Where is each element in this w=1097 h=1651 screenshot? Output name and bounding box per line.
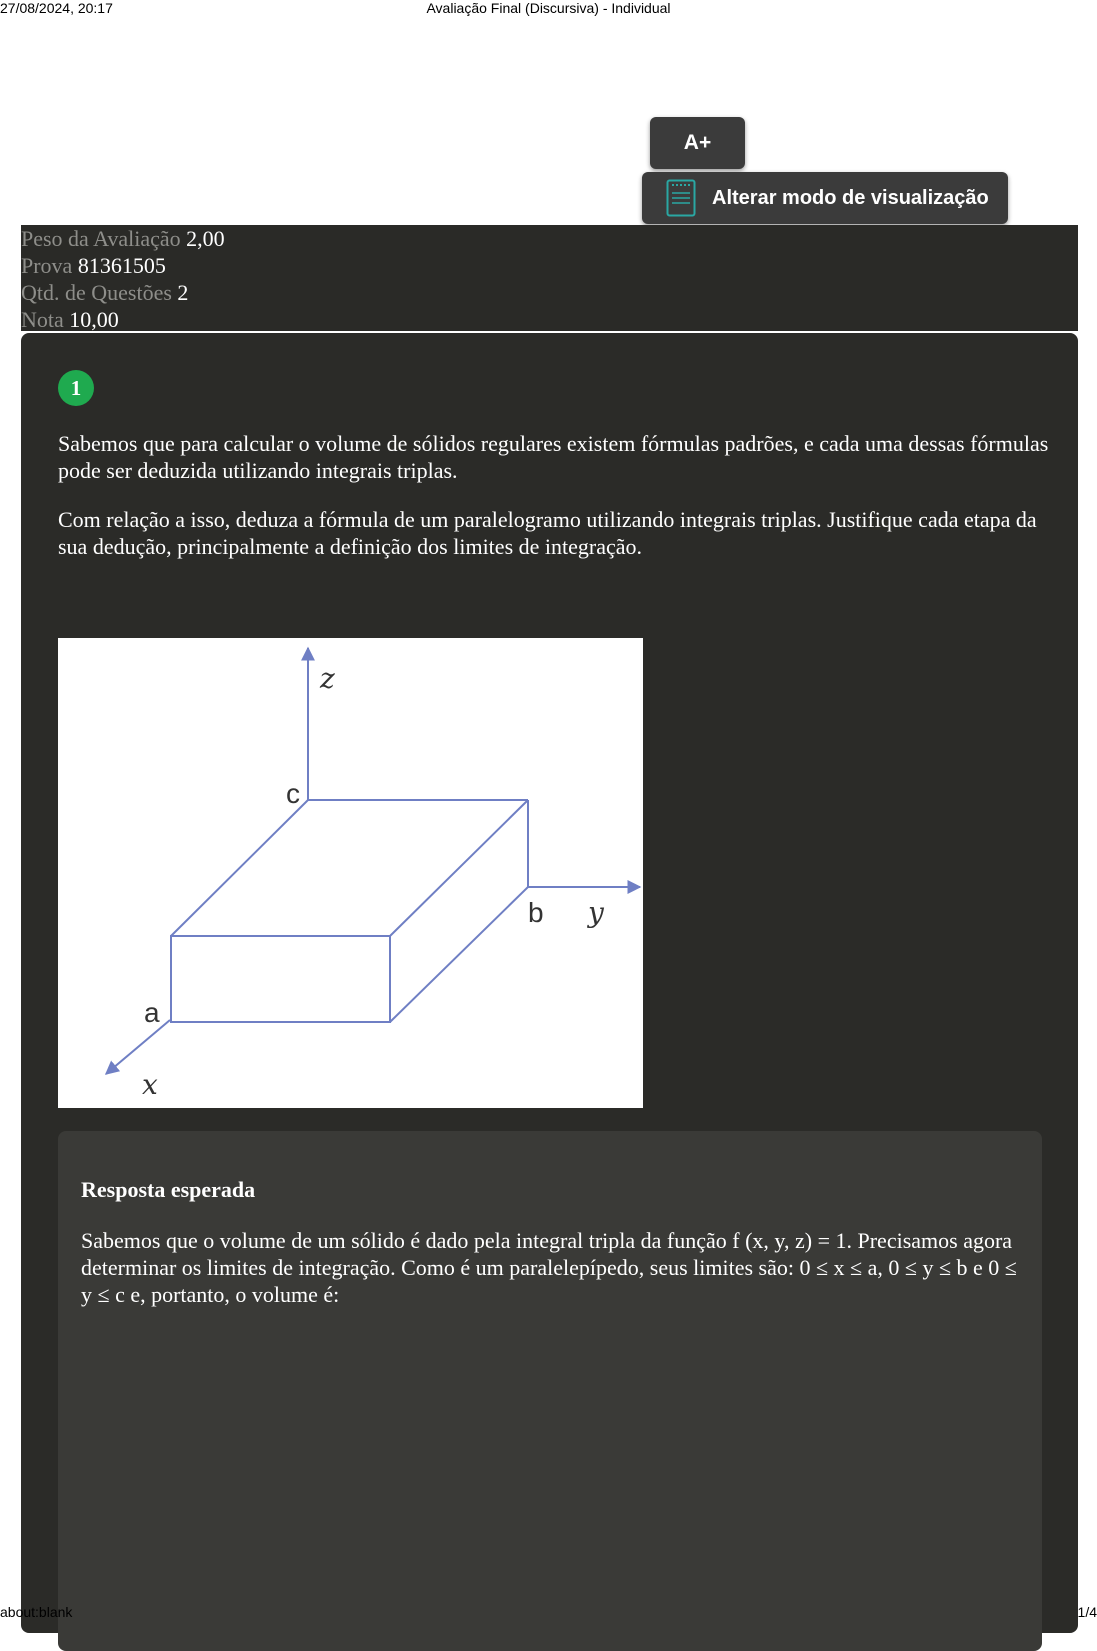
x-axis-label: x: [142, 1068, 158, 1101]
print-header: [0, 0, 1097, 16]
print-url: about:blank: [0, 1604, 73, 1620]
question-count-label: Qtd. de Questões: [21, 280, 172, 305]
exam-id-row: [21, 252, 1078, 279]
question-paragraph-1: Sabemos que para calcular o volume de sólidos regulares existem fórmulas padrões, e cada uma dessas fórmulas pode ser deduzida utilizando integrais triplas.: [58, 431, 1049, 483]
grade-label: Nota: [21, 307, 64, 332]
print-datetime: 27/08/2024, 20:17: [0, 0, 113, 16]
question-text: [58, 430, 1068, 582]
parallelepiped-figure: [58, 638, 643, 1108]
c-label: c: [286, 778, 300, 809]
question-count-value: 2: [177, 280, 189, 305]
expected-answer-panel: [58, 1131, 1042, 1651]
exam-weight-label: Peso da Avaliação: [21, 226, 181, 251]
document-icon: [666, 179, 696, 217]
question-count-row: [21, 279, 1078, 306]
exam-id-label: Prova: [21, 253, 73, 278]
exam-id-value: 81361505: [77, 253, 166, 278]
print-footer: [0, 1604, 1097, 1620]
question-number-badge: 1: [58, 370, 94, 406]
print-title: Avaliação Final (Discursiva) - Individual: [426, 0, 671, 16]
x-axis: [106, 1020, 170, 1074]
exam-info: [21, 225, 1078, 331]
print-page-number: 1/4: [1077, 1604, 1097, 1620]
a-label: a: [144, 997, 160, 1028]
view-mode-button[interactable]: [642, 172, 1008, 224]
exam-weight-row: [21, 225, 1078, 252]
exam-weight-value: 2,00: [186, 226, 225, 251]
expected-answer-text: Sabemos que o volume de um sólido é dado pela integral tripla da função f (x, y, z) = 1. Precisamos agora determinar os limites de integração. Como é um paralelepípedo, seus limites são: 0 ≤ x ≤ a, 0 ≤ y ≤ b e 0 ≤ y ≤ c e, portanto, o volume é:: [81, 1228, 1017, 1307]
increase-font-button[interactable]: A+: [650, 117, 745, 169]
z-axis-label: z: [320, 662, 335, 695]
box-edges: [171, 800, 528, 1022]
b-label: b: [528, 897, 544, 928]
question-card: [21, 333, 1078, 1633]
grade-value: 10,00: [69, 307, 119, 332]
view-mode-label: Alterar modo de visualização: [712, 186, 989, 209]
question-paragraph-2: Com relação a isso, deduza a fórmula de um paralelogramo utilizando integrais triplas. Justifique cada etapa da sua dedução, principalmente a definição dos limites de integração.: [58, 507, 1037, 559]
grade-row: [21, 306, 1078, 333]
y-axis-label: y: [588, 896, 604, 929]
expected-answer-heading: Resposta esperada: [81, 1177, 256, 1202]
